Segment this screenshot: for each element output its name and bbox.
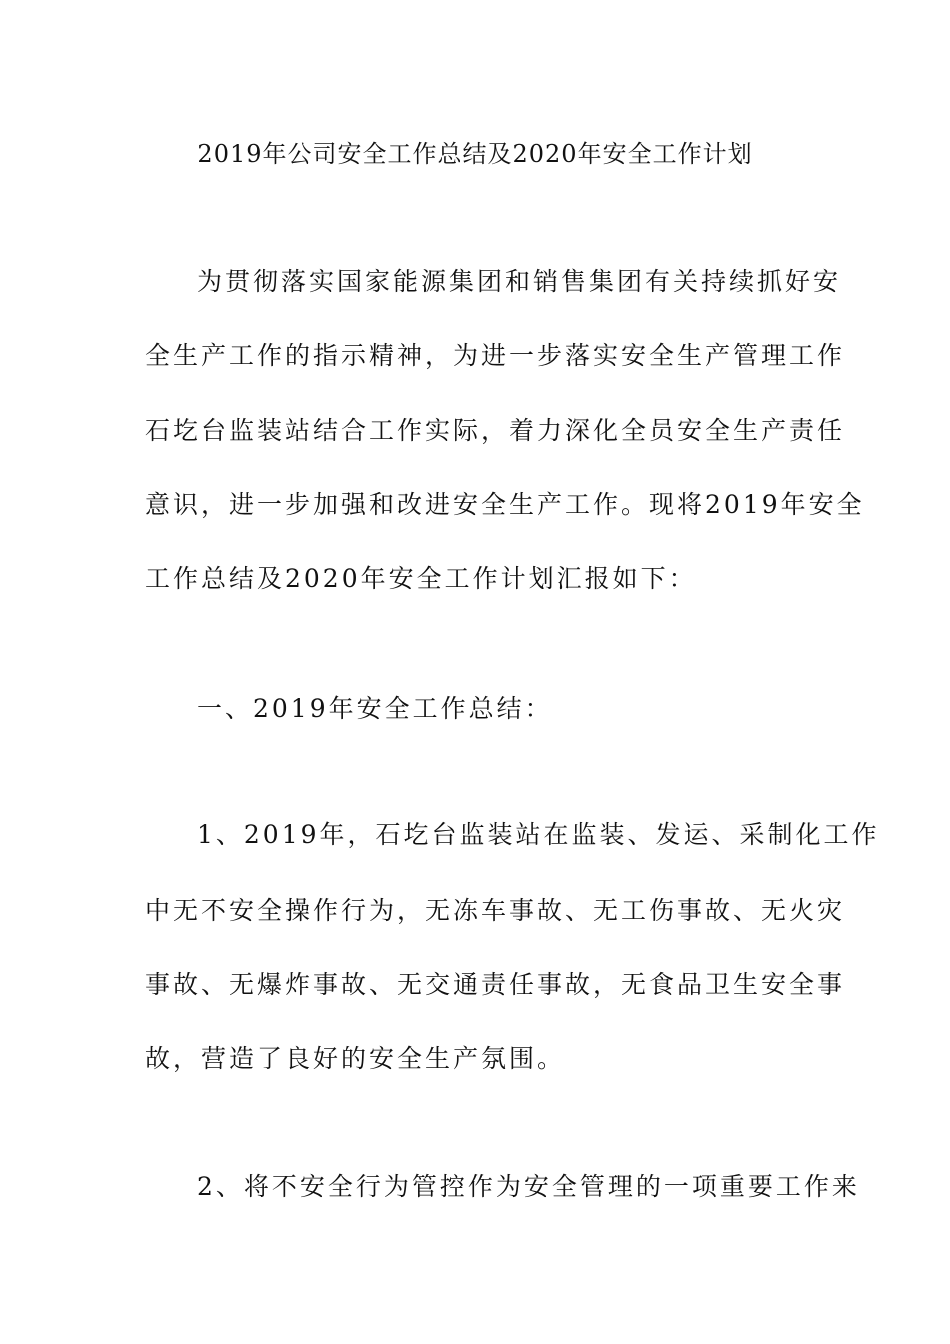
section1-heading: 一、2019年安全工作总结： [197,694,553,723]
item1-line-3: 事故、无爆炸事故、无交通责任事故，无食品卫生安全事 [145,970,846,999]
item1-line-1: 1、2019年，石圪台监装站在监装、发运、采制化工作 [197,820,880,849]
item1-line-4: 故，营造了良好的安全生产氛围。 [145,1044,566,1073]
intro-line-1: 为贯彻落实国家能源集团和销售集团有关持续抓好安 [197,267,842,296]
intro-line-2: 全生产工作的指示精神，为进一步落实安全生产管理工作 [145,341,846,370]
intro-line-4: 意识，进一步加强和改进安全生产工作。现将2019年安全 [145,490,865,519]
intro-line-3: 石圪台监装站结合工作实际，着力深化全员安全生产责任 [145,416,846,445]
item2-line-1: 2、将不安全行为管控作为安全管理的一项重要工作来 [197,1172,860,1201]
document-title: 2019年公司安全工作总结及2020年安全工作计划 [197,140,753,168]
intro-line-5: 工作总结及2020年安全工作计划汇报如下： [145,564,697,593]
item1-line-2: 中无不安全操作行为，无冻车事故、无工伤事故、无火灾 [145,896,846,925]
